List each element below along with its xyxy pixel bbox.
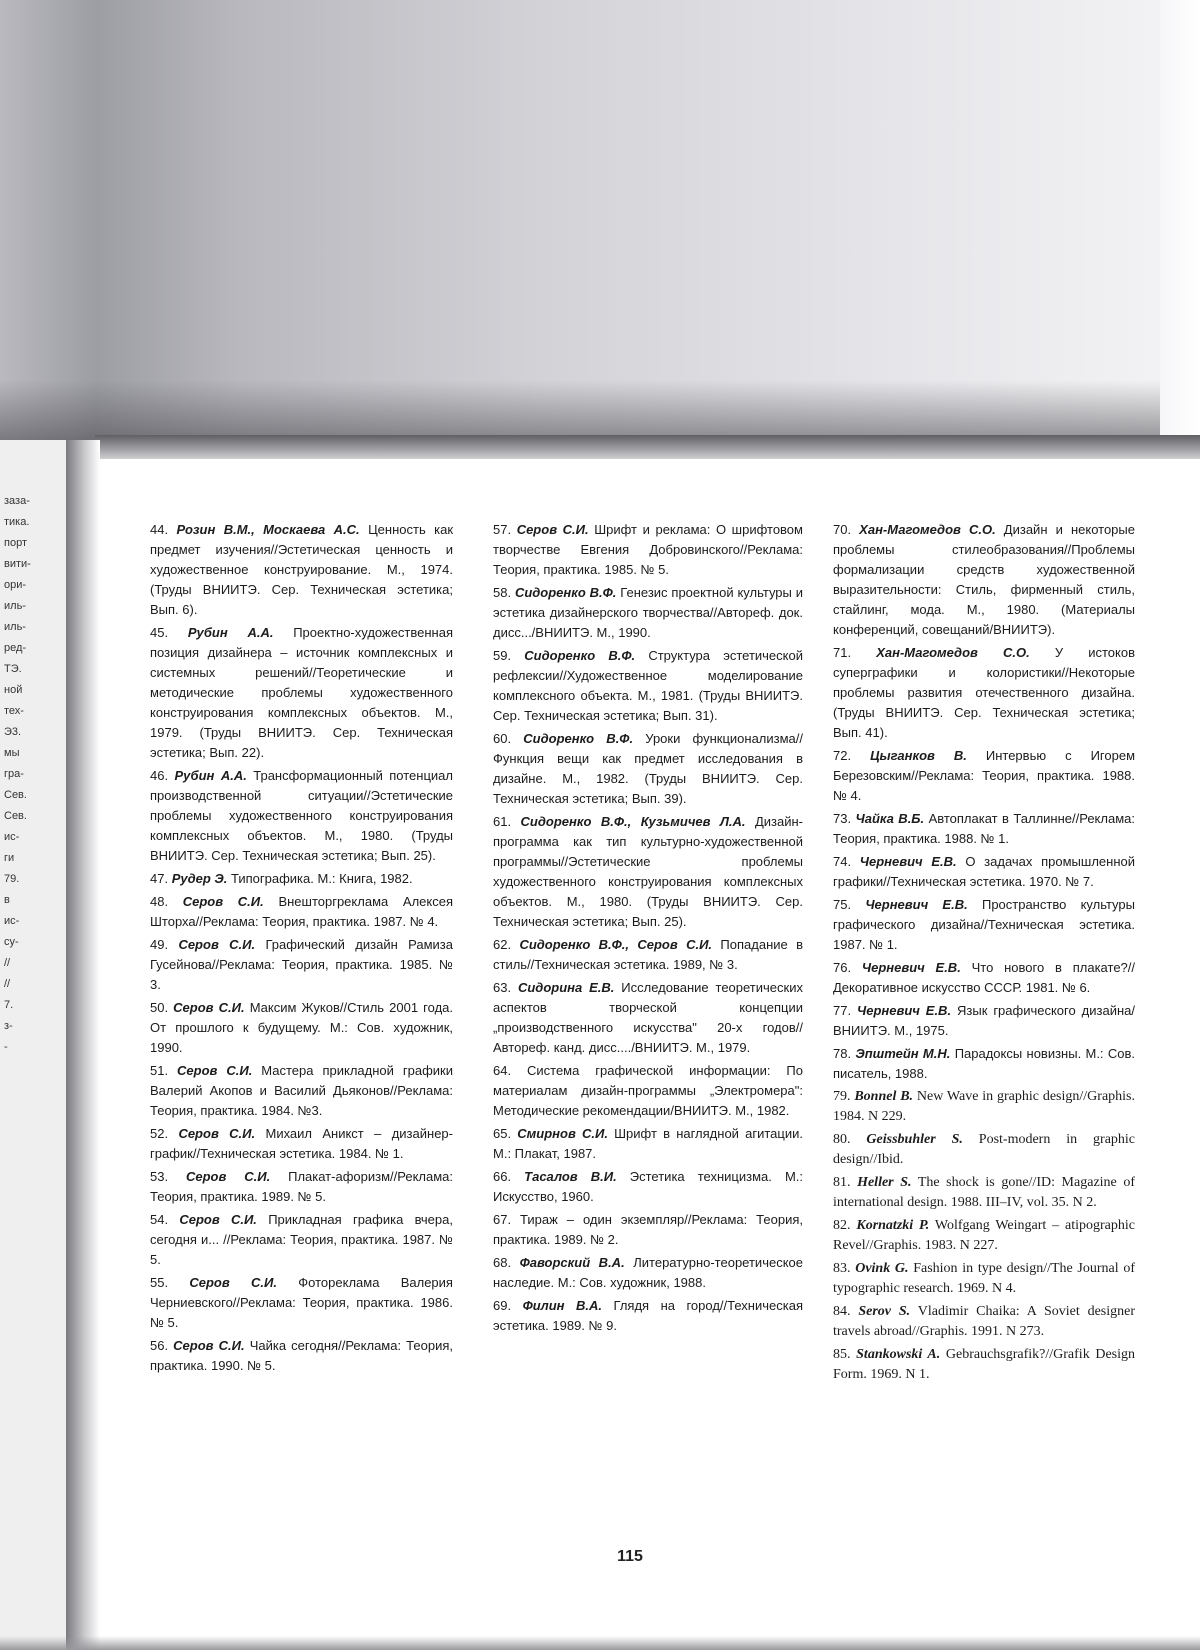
- bibliography-entry: [833, 852, 1135, 892]
- bibliography-entry: [833, 809, 1135, 849]
- entry-number: 83.: [833, 1261, 856, 1276]
- bibliography-entry: [150, 869, 453, 889]
- scan-right-highlight: [1160, 0, 1200, 440]
- facing-page-text-fragment: з-: [4, 1020, 13, 1032]
- entry-author: Сидоренко В.Ф.: [524, 648, 636, 663]
- entry-number: 65.: [493, 1126, 518, 1141]
- entry-number: 58.: [493, 585, 515, 600]
- entry-author: Сидоренко В.Ф., Кузьмичев Л.А.: [520, 814, 746, 829]
- entry-author: Серов С.И.: [516, 522, 589, 537]
- entry-text: Что нового в плакате?//Декоративное искусство СССР. 1981. № 6.: [833, 960, 1135, 995]
- entry-author: Цыганков В.: [870, 748, 967, 763]
- entry-author: Фаворский В.А.: [519, 1255, 625, 1270]
- entry-text: Структура эстетической рефлексии//Художественное моделирование комплексного объекта. М., 1981. (Труды ВНИИТЭ. Сер. Техническая эстетика; Вып. 31).: [493, 648, 803, 723]
- entry-text: Шрифт и реклама: О шрифтовом творчестве Евгения Добровинского//Реклама: Теория, практика. 1985. № 5.: [493, 522, 803, 577]
- bibliography-column-2: [493, 520, 803, 1339]
- entry-text: Эстетика техницизма. М.: Искусство, 1960.: [493, 1169, 803, 1204]
- entry-number: 56.: [150, 1338, 174, 1353]
- entry-author: Чайка В.Б.: [855, 811, 925, 826]
- entry-author: Рубин А.А.: [174, 768, 247, 783]
- bibliography-entry: [150, 935, 453, 995]
- entry-number: 75.: [833, 897, 866, 912]
- bibliography-entry: [833, 1001, 1135, 1041]
- facing-page-text-fragment: ред-: [4, 642, 27, 654]
- entry-number: 72.: [833, 748, 871, 763]
- facing-page-text-fragment: -: [4, 1041, 8, 1053]
- bibliography-entry: [150, 1124, 453, 1164]
- facing-page-text-fragment: Э3.: [4, 726, 22, 738]
- entry-text: New Wave in graphic design//Graphis. 1984. N 229.: [833, 1089, 1135, 1124]
- entry-author: Сидоренко В.Ф.: [523, 731, 634, 746]
- entry-number: 66.: [493, 1169, 525, 1184]
- entry-number: 52.: [150, 1126, 179, 1141]
- previous-page-margin: [0, 440, 72, 1650]
- entry-number: 47.: [150, 871, 172, 886]
- entry-text: Прикладная графика вчера, сегодня и... //Реклама: Теория, практика. 1987. № 5.: [150, 1212, 453, 1267]
- entry-author: Сидоренко В.Ф., Серов С.И.: [519, 937, 713, 952]
- entry-text: Попадание в стиль//Техническая эстетика. 1989, № 3.: [493, 937, 803, 972]
- facing-page-text-fragment: тика.: [4, 516, 30, 528]
- entry-text: Язык графического дизайна/ВНИИТЭ. М., 1975.: [833, 1003, 1135, 1038]
- entry-author: Серов С.И.: [185, 1169, 271, 1184]
- bibliography-entry: [493, 1124, 803, 1164]
- bibliography-entry: [150, 1336, 453, 1376]
- bibliography-entry: [150, 1273, 453, 1333]
- entry-number: 69.: [493, 1298, 523, 1313]
- bibliography-entry: [150, 1061, 453, 1121]
- entry-text: Интервью с Игорем Березовским//Реклама: Теория, практика. 1988. № 4.: [833, 748, 1136, 803]
- entry-number: 85.: [833, 1347, 857, 1362]
- facing-page-text-fragment: ги: [4, 852, 15, 864]
- entry-number: 46.: [150, 768, 175, 783]
- entry-text: Система графической информации: По материалам дизайн-программы „Электромера": Методические рекомендации/ВНИИТЭ. М., 1982.: [493, 1063, 803, 1118]
- bibliography-entry: [150, 892, 453, 932]
- entry-number: 49.: [150, 937, 179, 952]
- facing-page-text-fragment: //: [4, 957, 11, 969]
- bibliography-entry: [150, 1210, 453, 1270]
- facing-page-text-fragment: ис-: [4, 831, 20, 843]
- entry-number: 77.: [833, 1003, 858, 1018]
- entry-author: Рудер Э.: [171, 871, 228, 886]
- facing-page-text-fragment: ис-: [4, 915, 20, 927]
- entry-number: 81.: [833, 1175, 858, 1190]
- entry-text: Ценность как предмет изучения//Эстетическая ценность и художественное конструирование. М., 1974. (Труды ВНИИТЭ. Сер. Техническая эстетика; Вып. 6).: [150, 522, 454, 617]
- entry-number: 78.: [833, 1046, 856, 1061]
- facing-page-text-fragment: 7.: [4, 999, 14, 1011]
- bibliography-entry: [833, 1130, 1135, 1170]
- entry-author: Stankowski A.: [856, 1347, 941, 1362]
- entry-text: Мастера прикладной графики Валерий Акопов и Василий Дьяконов//Реклама: Теория, практика. 1984. №3.: [150, 1063, 453, 1118]
- entry-number: 79.: [833, 1089, 855, 1104]
- page-number: 115: [617, 1548, 643, 1565]
- entry-number: 59.: [493, 648, 525, 663]
- entry-text: Проектно-художественная позиция дизайнера – источник комплексных и системных решений//Теоретические и методические проблемы художественного конструирования комплексных объектов. М., 1979. (Труды ВНИИТЭ. Сер. Техническая эстетика; Вып. 22).: [150, 625, 453, 760]
- entry-author: Серов С.И.: [189, 1275, 277, 1290]
- entry-author: Серов С.И.: [179, 1212, 257, 1227]
- entry-text: Vladimir Chaika: A Soviet designer travels abroad//Graphis. 1991. N 273.: [833, 1304, 1135, 1339]
- bibliography-entry: [493, 935, 803, 975]
- bibliography-entry: [150, 1167, 453, 1207]
- bibliography-entry: [833, 1259, 1135, 1299]
- entry-number: 54.: [150, 1212, 180, 1227]
- entry-author: Serov S.: [858, 1304, 911, 1319]
- entry-author: Heller S.: [857, 1175, 912, 1190]
- bibliography-entry: [833, 1345, 1135, 1385]
- entry-author: Серов С.И.: [182, 894, 264, 909]
- facing-page-text-fragment: мы: [4, 747, 20, 759]
- entry-author: Черневич Е.В.: [861, 960, 961, 975]
- bibliography-entry: [493, 1167, 803, 1207]
- bottom-edge-shadow: [0, 1636, 1200, 1650]
- bibliography-entry: [493, 978, 803, 1058]
- entry-author: Ovink G.: [855, 1261, 909, 1276]
- entry-number: 71.: [833, 645, 877, 660]
- entry-number: 61.: [493, 814, 521, 829]
- entry-text: Уроки функционализма//Функция вещи как предмет исследования в дизайне. М., 1982. (Труды ВНИИТЭ. Сер. Техническая эстетика; Вып. 39).: [493, 731, 803, 806]
- facing-page-text-fragment: //: [4, 978, 11, 990]
- entry-author: Сидорина Е.В.: [517, 980, 615, 995]
- bibliography-entry: [833, 895, 1135, 955]
- facing-page-text-fragment: су-: [4, 936, 19, 948]
- entry-author: Kornatzki P.: [856, 1218, 930, 1233]
- entry-text: Трансформационный потенциал производственной ситуации//Эстетические проблемы художественного конструирования комплексных объектов. М., 1980. (Труды ВНИИТЭ. Сер. Техническая эстетика; Вып. 25).: [150, 768, 453, 863]
- bibliography-column-3: [833, 520, 1135, 1388]
- entry-text: Внешторгреклама Алексея Шторха//Реклама: Теория, практика. 1987. № 4.: [150, 894, 453, 929]
- entry-text: У истоков суперграфики и колористики//Некоторые проблемы развития отечественного дизайна. (Труды ВНИИТЭ. Сер. Техническая эстетика; Вып. 41).: [833, 645, 1135, 740]
- entry-number: 70.: [833, 522, 860, 537]
- entry-author: Сидоренко В.Ф.: [514, 585, 617, 600]
- entry-text: Дизайн и некоторые проблемы стилеобразования//Проблемы формализации средств художественной выразительности: Стиль, фирменный стиль, стайлинг, мода. М., 1980. (Материалы конференций, совещаний/ВНИИТЭ).: [833, 522, 1135, 637]
- facing-page-text-fragment: 79.: [4, 873, 20, 885]
- facing-page-text-fragment: гра-: [4, 768, 24, 780]
- bibliography-entry: [493, 646, 803, 726]
- entry-text: Максим Жуков//Стиль 2001 года. От прошлого к будущему. М.: Сов. художник, 1990.: [150, 1000, 453, 1055]
- bibliography-entry: [833, 1216, 1135, 1256]
- facing-page-text-fragment: вити-: [4, 558, 31, 570]
- entry-author: Bonnel B.: [854, 1089, 914, 1104]
- entry-text: Шрифт в наглядной агитации. М.: Плакат, 1987.: [493, 1126, 803, 1161]
- bibliography-entry: [493, 1061, 803, 1121]
- entry-author: Филин В.А.: [522, 1298, 603, 1313]
- entry-text: Post-modern in graphic design//Ibid.: [833, 1132, 1136, 1167]
- entry-author: Рубин А.А.: [187, 625, 274, 640]
- entry-author: Тасалов В.И.: [524, 1169, 617, 1184]
- entry-text: Чайка сегодня//Реклама: Теория, практика. 1990. № 5.: [150, 1338, 453, 1373]
- entry-number: 63.: [493, 980, 518, 995]
- bibliography-entry: [833, 1302, 1135, 1342]
- entry-text: Графический дизайн Рамиза Гусейнова//Реклама: Теория, практика. 1985. № 3.: [150, 937, 453, 992]
- facing-page-text-fragment: ТЭ.: [4, 663, 22, 675]
- entry-author: Хан-Магомедов С.О.: [876, 645, 1030, 660]
- page-edge-shadow: [95, 435, 1200, 459]
- entry-text: Тираж – один экземпляр//Реклама: Теория, практика. 1989. № 2.: [493, 1212, 803, 1247]
- bibliography-entry: [493, 729, 803, 809]
- facing-page-text-fragment: иль-: [4, 621, 26, 633]
- entry-author: Серов С.И.: [173, 1000, 245, 1015]
- entry-text: Дизайн-программа как тип культурно-художественной программы//Эстетические проблемы художественного конструирования комплексных объектов. М., 1980. (Труды ВНИИТЭ. Сер. Техническая эстетика; Вып. 25).: [493, 814, 803, 929]
- entry-number: 57.: [493, 522, 517, 537]
- entry-number: 53.: [150, 1169, 186, 1184]
- bibliography-entry: [833, 1087, 1135, 1127]
- entry-text: Пространство культуры графического дизайна//Техническая эстетика. 1987. № 1.: [833, 897, 1135, 952]
- bibliography-entry: [150, 766, 453, 866]
- bibliography-entry: [833, 643, 1135, 743]
- bibliography-entry: [150, 998, 453, 1058]
- facing-page-text-fragment: в: [4, 894, 10, 906]
- facing-page-text-fragment: ной: [4, 684, 23, 696]
- book-gutter: [66, 440, 100, 1650]
- entry-number: 55.: [150, 1275, 190, 1290]
- bibliography-entry: [833, 1044, 1135, 1084]
- bibliography-entry: [833, 958, 1135, 998]
- entry-text: Типографика. М.: Книга, 1982.: [231, 871, 413, 886]
- entry-number: 50.: [150, 1000, 174, 1015]
- entry-number: 80.: [833, 1132, 867, 1147]
- facing-page-text-fragment: порт: [4, 537, 27, 549]
- entry-text: Плакат-афоризм//Реклама: Теория, практика. 1989. № 5.: [150, 1169, 453, 1204]
- entry-author: Розин В.М., Москаева А.С.: [176, 522, 360, 537]
- entry-author: Черневич Е.В.: [857, 1003, 952, 1018]
- entry-number: 48.: [150, 894, 183, 909]
- entry-text: Литературно-теоретическое наследие. М.: Сов. художник, 1988.: [493, 1255, 803, 1290]
- bibliography-entry: [493, 1296, 803, 1336]
- bibliography-entry: [833, 746, 1135, 806]
- scan-background-top: [0, 0, 1200, 440]
- entry-text: Автоплакат в Таллинне//Реклама: Теория, практика. 1988. № 1.: [833, 811, 1135, 846]
- bibliography-entry: [493, 1210, 803, 1250]
- entry-author: Серов С.И.: [173, 1338, 245, 1353]
- entry-text: Глядя на город//Техническая эстетика. 1989. № 9.: [493, 1298, 803, 1333]
- entry-number: 44.: [150, 522, 177, 537]
- entry-number: 76.: [833, 960, 862, 975]
- facing-page-text-fragment: заза-: [4, 495, 30, 507]
- entry-number: 68.: [493, 1255, 520, 1270]
- entry-number: 45.: [150, 625, 188, 640]
- entry-text: Исследование теоретических аспектов творческой концепции „производственного искусства" 20-х годов//Автореф. канд. дисс..../ВНИИТЭ. М., 1979.: [493, 980, 803, 1055]
- entry-number: 73.: [833, 811, 856, 826]
- entry-text: Gebrauchsgrafik?//Grafik Design Form. 1969. N 1.: [833, 1347, 1135, 1382]
- bibliography-entry: [493, 520, 803, 580]
- entry-author: Хан-Магомедов С.О.: [859, 522, 996, 537]
- entry-text: О задачах промышленной графики//Техническая эстетика. 1970. № 7.: [833, 854, 1135, 889]
- bibliography-entry: [493, 583, 803, 643]
- entry-number: 67.: [493, 1212, 521, 1227]
- entry-text: Генезис проектной культуры и эстетика дизайнерского творчества//Автореф. док. дисс.../ВНИИТЭ. М., 1990.: [493, 585, 803, 640]
- entry-author: Эпштейн М.Н.: [855, 1046, 951, 1061]
- entry-author: Серов С.И.: [178, 937, 256, 952]
- entry-text: Wolfgang Weingart – atipographic Revel//Graphis. 1983. N 227.: [833, 1218, 1135, 1253]
- entry-text: Фотореклама Валерия Черниевского//Реклама: Теория, практика. 1986. № 5.: [150, 1275, 453, 1330]
- entry-author: Серов С.И.: [177, 1063, 253, 1078]
- entry-number: 64.: [493, 1063, 527, 1078]
- entry-number: 51.: [150, 1063, 178, 1078]
- facing-page-text-fragment: ори-: [4, 579, 27, 591]
- entry-author: Серов С.И.: [178, 1126, 256, 1141]
- entry-author: Черневич Е.В.: [859, 854, 957, 869]
- bibliography-entry: [833, 1173, 1135, 1213]
- facing-page-text-fragment: Сев.: [4, 789, 27, 801]
- entry-text: Парадоксы новизны. М.: Сов. писатель, 1988.: [833, 1046, 1135, 1081]
- entry-number: 74.: [833, 854, 860, 869]
- entry-number: 84.: [833, 1304, 859, 1319]
- entry-text: Михаил Аникст – дизайнер-график//Техническая эстетика. 1984. № 1.: [150, 1126, 453, 1161]
- entry-text: The shock is gone//ID: Magazine of international design. 1988. III–IV, vol. 35. N 2.: [833, 1175, 1135, 1210]
- bibliography-entry: [493, 812, 803, 932]
- bibliography-column-1: [150, 520, 453, 1379]
- entry-number: 60.: [493, 731, 524, 746]
- facing-page-text-fragment: тех-: [4, 705, 24, 717]
- entry-author: Черневич Е.В.: [865, 897, 968, 912]
- bibliography-entry: [493, 1253, 803, 1293]
- bibliography-entry: [833, 520, 1135, 640]
- facing-page-text-fragment: иль-: [4, 600, 26, 612]
- entry-number: 82.: [833, 1218, 857, 1233]
- bibliography-entry: [150, 520, 453, 620]
- entry-author: Смирнов С.И.: [517, 1126, 608, 1141]
- entry-number: 62.: [493, 937, 520, 952]
- entry-text: Fashion in type design//The Journal of typographic research. 1969. N 4.: [833, 1261, 1135, 1296]
- facing-page-text-fragment: Сев.: [4, 810, 27, 822]
- bibliography-entry: [150, 623, 453, 763]
- entry-author: Geissbuhler S.: [866, 1132, 963, 1147]
